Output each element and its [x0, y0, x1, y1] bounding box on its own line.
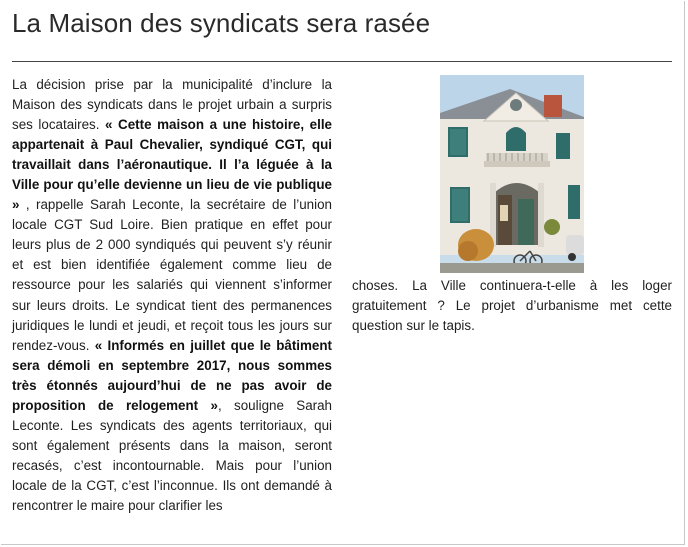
- quote-1: « Cette maison a une histoire, elle appartenait à Paul Chevalier, syndiqué CGT, qui travaillait dans l’aéronautique. Il l’a léguée à la Ville pour qu’elle devienne un lieu de vie publique »: [12, 117, 332, 213]
- article-left-column: [12, 75, 332, 516]
- article-right-column: [352, 276, 672, 336]
- body-text-1: La décision prise par la municipalité d’inclure la Maison des syndicats dans le projet urbain a surpris ses locataires.: [12, 77, 332, 133]
- house-photo: [440, 75, 584, 273]
- body-text-2: , rappelle Sarah Leconte, la secrétaire de l’union locale CGT Sud Loire. Bien pratique en effet pour leurs plus de 2 000 syndiqués qui peuvent s’y réunir et est bien identifiée également comme lieu de ressource pour les salariés qui viennent s’informer sur leurs droits. Le syndicat tient des permanences juridiques le lundi et jeudi, et reçoit tous les jours sur rendez-vous.: [12, 197, 332, 353]
- article-body-left: [12, 75, 332, 516]
- quote-2: « Informés en juillet que le bâtiment sera démoli en septembre 2017, nous sommes très étonnés aujourd’hui de ne pas avoir de proposition de relogement »: [12, 337, 332, 413]
- headline-divider: [12, 61, 672, 62]
- article-body-right: choses. La Ville continuera-t-elle à les loger gratuitement ? Le projet d’urbanisme met cette question sur le tapis.: [352, 278, 672, 334]
- house-photo-icon: [440, 75, 584, 273]
- article-headline: La Maison des syndicats sera rasée: [12, 8, 431, 38]
- body-text-3: , souligne Sarah Leconte. Les syndicats des agents territoriaux, qui sont également présents dans la maison, seront recasés, c’est incontournable. Mais pour l’union locale de la CGT, c’est l’inconnue. Ils ont demandé à rencontrer le maire pour clarifier les: [12, 397, 332, 513]
